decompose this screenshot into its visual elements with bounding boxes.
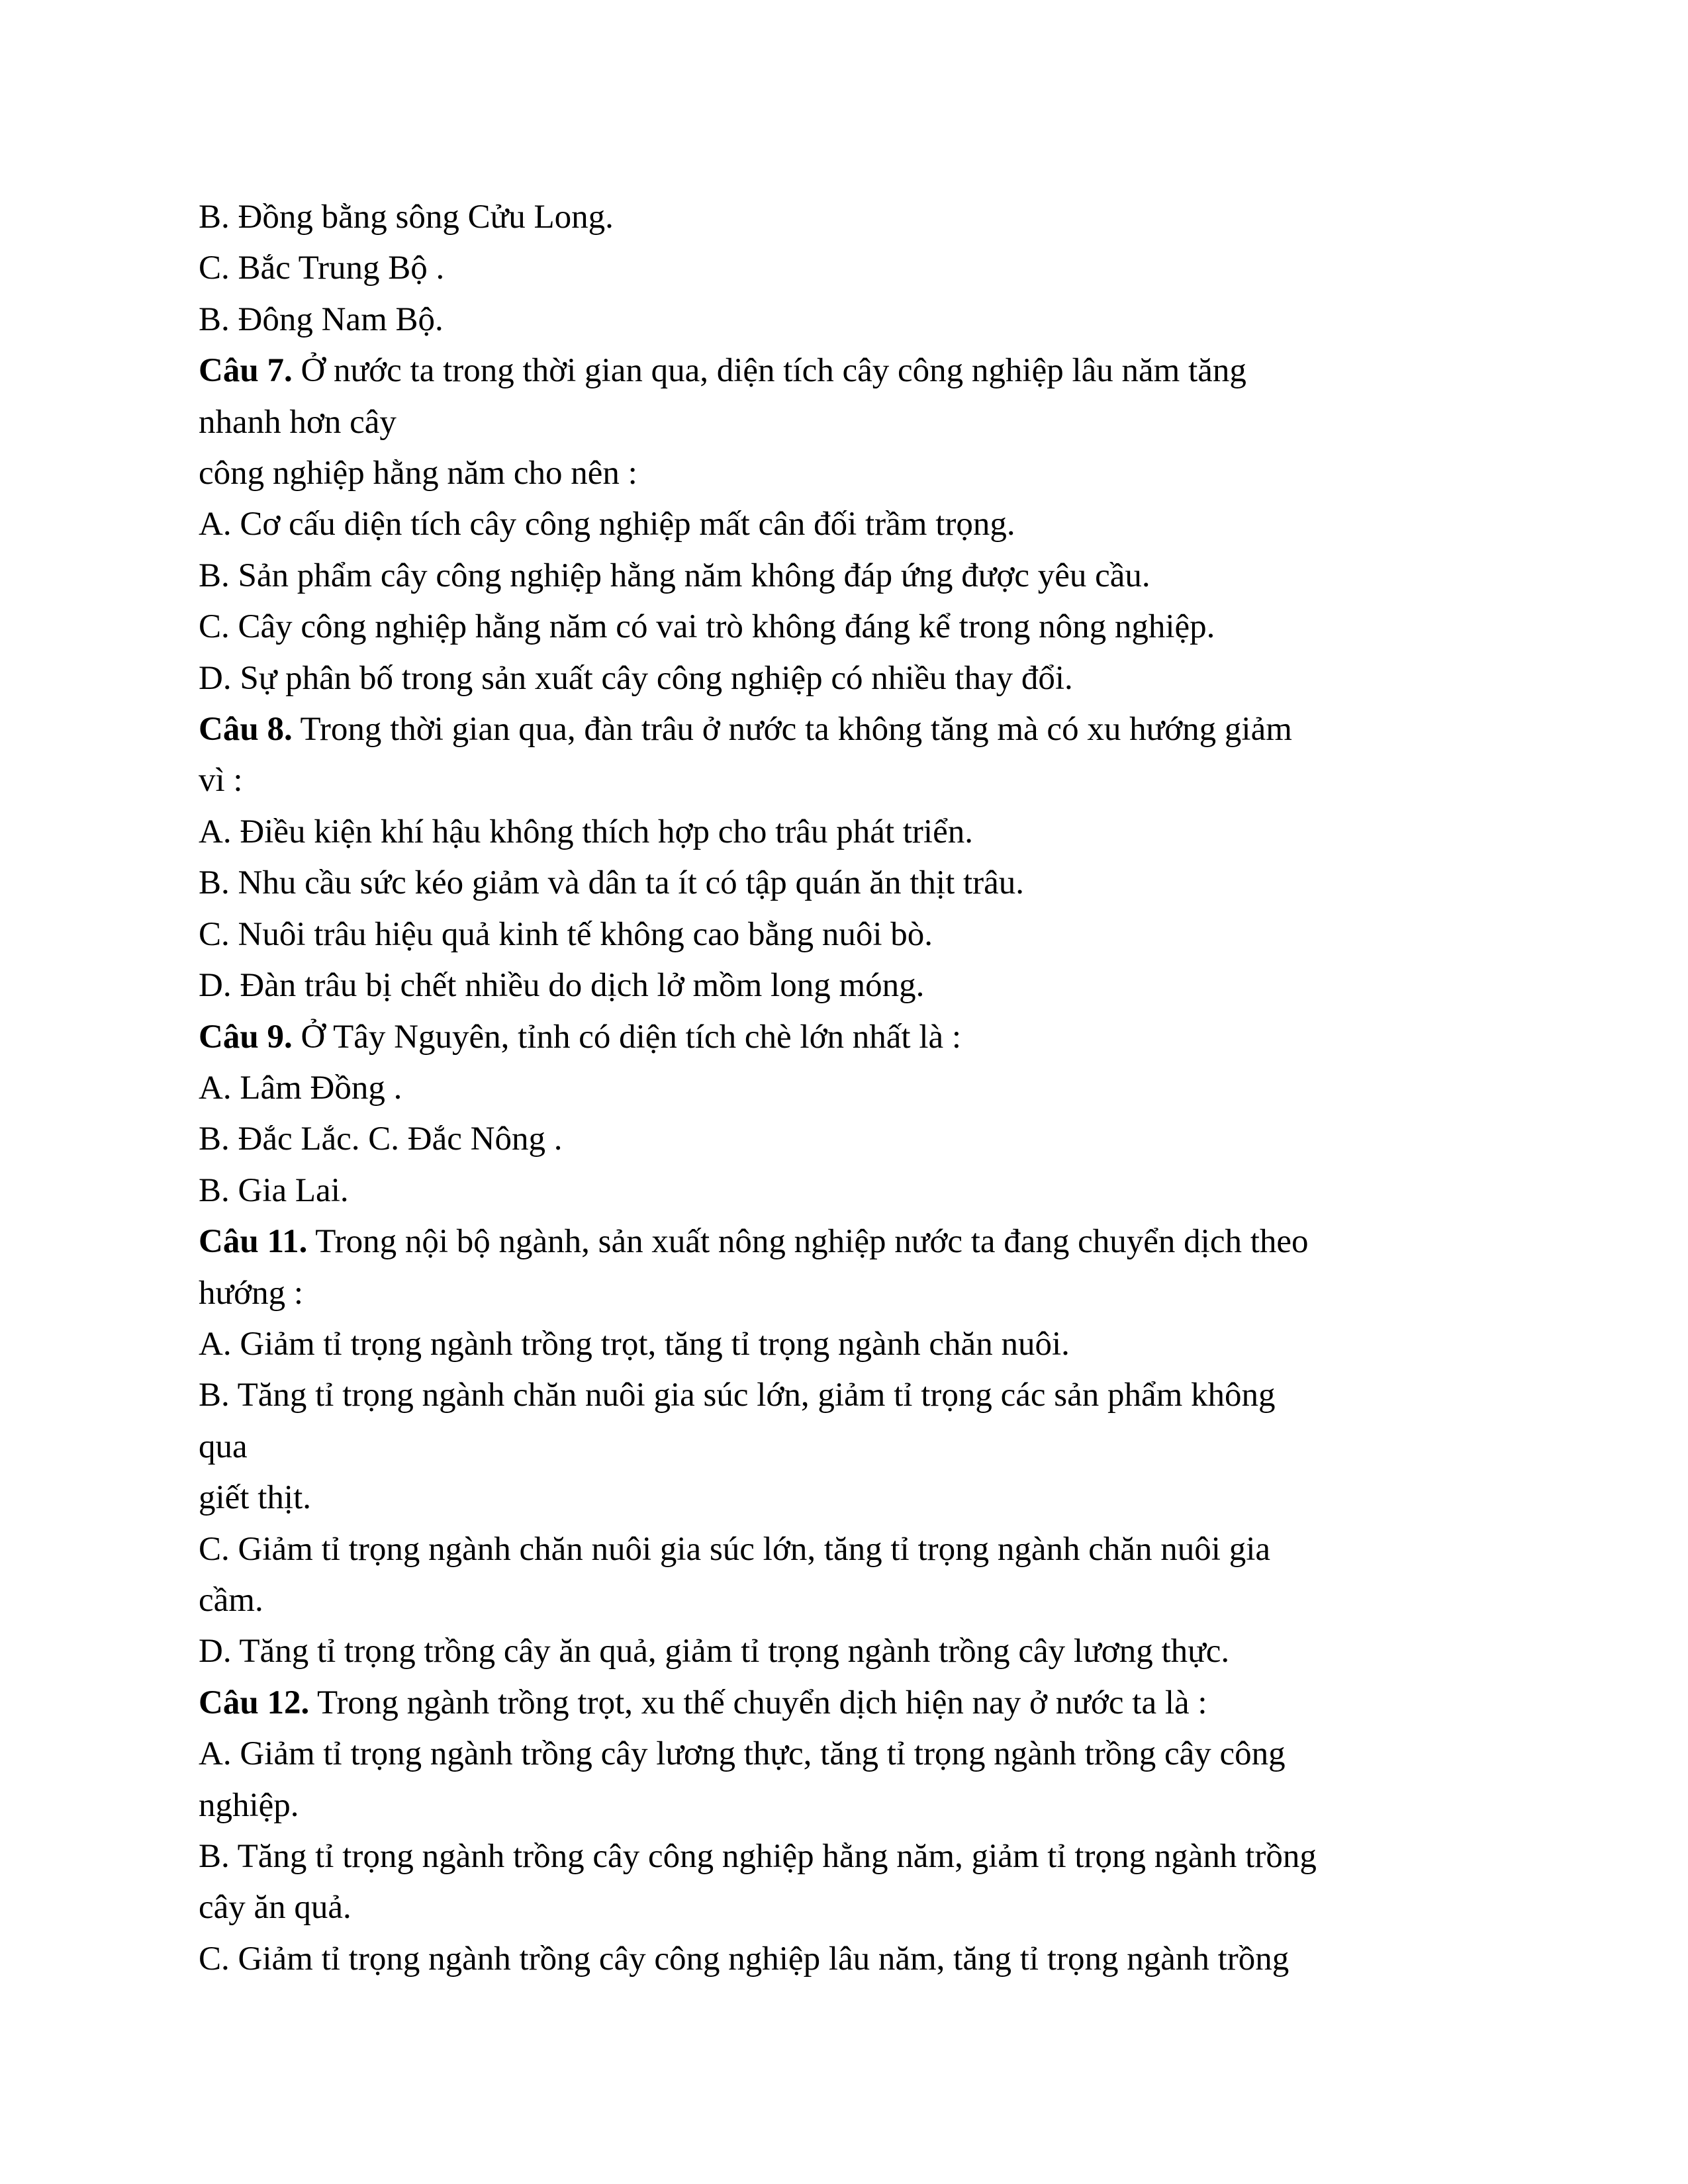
text-line — [199, 909, 1496, 960]
line-text: A. Giảm tỉ trọng ngành trồng trọt, tăng tỉ trọng ngành chăn nuôi. — [199, 1325, 1070, 1363]
line-text: D. Tăng tỉ trọng trồng cây ăn quả, giảm tỉ trọng ngành trồng cây lương thực. — [199, 1633, 1230, 1670]
text-line — [199, 1268, 1496, 1319]
line-text: B. Đông Nam Bộ. — [199, 300, 444, 338]
line-text: C. Nuôi trâu hiệu quả kinh tế không cao bằng nuôi bò. — [199, 915, 933, 953]
question-text: Ở Tây Nguyên, tỉnh có diện tích chè lớn nhất là : — [292, 1018, 962, 1056]
question-line — [199, 704, 1496, 755]
question-number: Câu 8. — [199, 711, 293, 749]
line-text: D. Đàn trâu bị chết nhiều do dịch lở mồm long móng. — [199, 967, 925, 1005]
line-text: B. Sản phẩm cây công nghiệp hằng năm không đáp ứng được yêu cầu. — [199, 557, 1150, 594]
text-line — [199, 1934, 1496, 1985]
line-text: B. Đắc Lắc. C. Đắc Nông . — [199, 1120, 563, 1158]
line-text: công nghiệp hằng năm cho nên : — [199, 455, 637, 492]
text-line — [199, 1882, 1496, 1933]
text-line — [199, 755, 1496, 806]
line-text: C. Giảm tỉ trọng ngành chăn nuôi gia súc lớn, tăng tỉ trọng ngành chăn nuôi gia — [199, 1530, 1271, 1568]
line-text: C. Giảm tỉ trọng ngành trồng cây công nghiệp lâu năm, tăng tỉ trọng ngành trồng — [199, 1940, 1289, 1978]
text-line — [199, 1729, 1496, 1780]
line-text: nhanh hơn cây — [199, 403, 397, 441]
text-line — [199, 192, 1496, 243]
line-text: A. Giảm tỉ trọng ngành trồng cây lương thực, tăng tỉ trọng ngành trồng cây công — [199, 1735, 1286, 1773]
line-text: C. Cây công nghiệp hằng năm có vai trò không đáng kể trong nông nghiệp. — [199, 608, 1215, 646]
line-text: hướng : — [199, 1274, 304, 1312]
text-line — [199, 499, 1496, 550]
line-text: D. Sự phân bố trong sản xuất cây công nghiệp có nhiều thay đổi. — [199, 659, 1073, 697]
document-body — [199, 192, 1496, 1985]
question-text: Trong thời gian qua, đàn trâu ở nước ta không tăng mà có xu hướng giảm — [292, 711, 1292, 749]
text-line — [199, 1370, 1496, 1421]
line-text: vì : — [199, 762, 243, 799]
text-line — [199, 1473, 1496, 1524]
question-line — [199, 1012, 1496, 1063]
text-line — [199, 1831, 1496, 1882]
question-line — [199, 345, 1496, 396]
question-number: Câu 7. — [199, 352, 293, 390]
text-line — [199, 551, 1496, 602]
text-line — [199, 1319, 1496, 1370]
line-text: A. Lâm Đồng . — [199, 1069, 402, 1107]
line-text: A. Cơ cấu diện tích cây công nghiệp mất cân đối trầm trọng. — [199, 506, 1015, 543]
line-text: B. Đồng bằng sông Cửu Long. — [199, 199, 614, 236]
question-text: Trong ngành trồng trọt, xu thế chuyển dịch hiện nay ở nước ta là : — [309, 1684, 1207, 1721]
question-number: Câu 9. — [199, 1018, 293, 1056]
text-line — [199, 448, 1496, 499]
question-number: Câu 11. — [199, 1223, 308, 1261]
line-text: B. Gia Lai. — [199, 1171, 349, 1209]
line-text: cây ăn quả. — [199, 1889, 352, 1927]
text-line — [199, 1575, 1496, 1626]
question-line — [199, 1678, 1496, 1729]
line-text: B. Nhu cầu sức kéo giảm và dân ta ít có tập quán ăn thịt trâu. — [199, 864, 1025, 902]
text-line — [199, 960, 1496, 1011]
text-line — [199, 243, 1496, 294]
line-text: B. Tăng tỉ trọng ngành trồng cây công nghiệp hằng năm, giảm tỉ trọng ngành trồng — [199, 1838, 1317, 1875]
text-line — [199, 653, 1496, 704]
question-text: Ở nước ta trong thời gian qua, diện tích cây công nghiệp lâu năm tăng — [292, 352, 1246, 390]
line-text: qua — [199, 1428, 248, 1465]
line-text: A. Điều kiện khí hậu không thích hợp cho trâu phát triển. — [199, 813, 973, 850]
line-text: nghiệp. — [199, 1786, 299, 1824]
text-line — [199, 858, 1496, 909]
line-text: B. Tăng tỉ trọng ngành chăn nuôi gia súc lớn, giảm tỉ trọng các sản phẩm không — [199, 1377, 1276, 1414]
text-line — [199, 1626, 1496, 1677]
text-line — [199, 602, 1496, 653]
text-line — [199, 1114, 1496, 1165]
line-text: C. Bắc Trung Bộ . — [199, 250, 445, 287]
text-line — [199, 397, 1496, 448]
text-line — [199, 1780, 1496, 1831]
question-text: Trong nội bộ ngành, sản xuất nông nghiệp nước ta đang chuyển dịch theo — [307, 1223, 1309, 1261]
line-text: giết thịt. — [199, 1479, 311, 1517]
line-text: cầm. — [199, 1581, 263, 1619]
question-line — [199, 1216, 1496, 1267]
text-line — [199, 295, 1496, 345]
text-line — [199, 1165, 1496, 1216]
text-line — [199, 1063, 1496, 1114]
text-line — [199, 1422, 1496, 1473]
text-line — [199, 807, 1496, 858]
text-line — [199, 1524, 1496, 1575]
question-number: Câu 12. — [199, 1684, 310, 1721]
